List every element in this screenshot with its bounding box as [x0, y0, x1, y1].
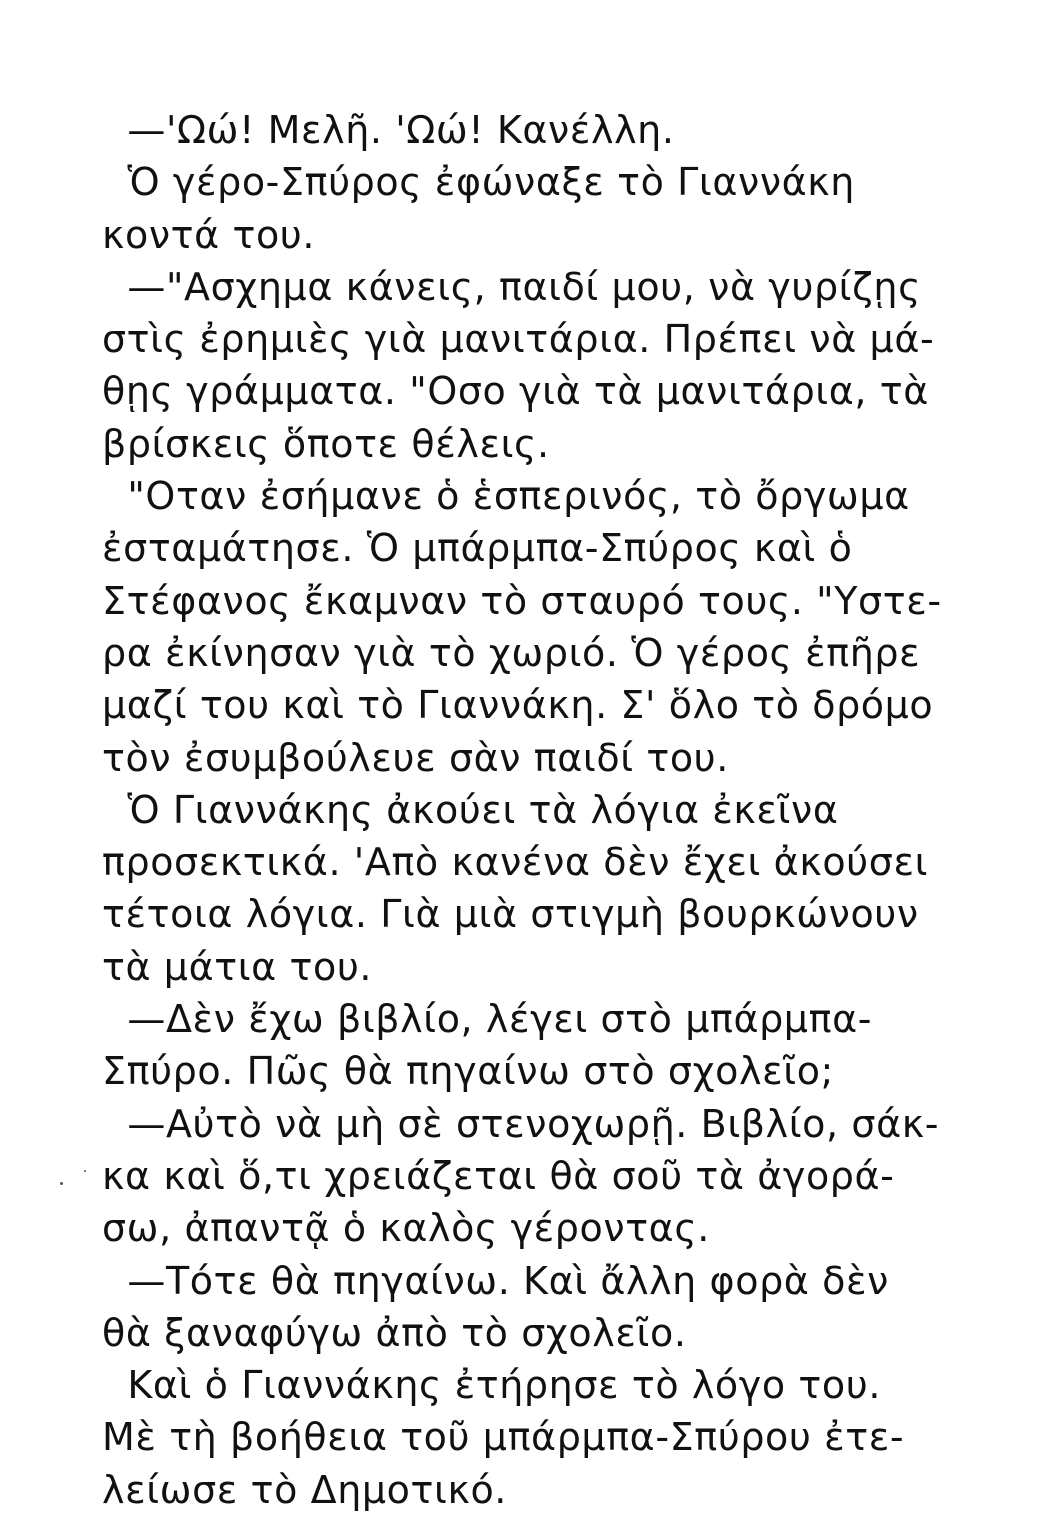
text-line: στὶς ἐρημιὲς γιὰ μανιτάρια. Πρέπει νὰ μά-	[102, 317, 935, 362]
text-line: σω, ἀπαντᾷ ὁ καλὸς γέροντας.	[102, 1206, 710, 1251]
text-line: προσεκτικά. 'Απὸ κανένα δὲν ἔχει ἀκούσει	[102, 840, 929, 885]
text-line: μαζί του καὶ τὸ Γιαννάκη. Σ' ὅλο τὸ δρόμο	[102, 683, 934, 728]
text-line: ἐσταμάτησε. Ὁ μπάρμπα-Σπύρος καὶ ὁ	[102, 526, 853, 571]
text-line: κοντά του.	[102, 212, 316, 257]
text-line: —'Ωώ! Μελῆ. 'Ωώ! Κανέλλη.	[102, 108, 675, 152]
text-line: τὸν ἐσυμβούλευε σὰν παιδί του.	[102, 735, 729, 780]
text-line: —"Ασχημα κάνεις, παιδί μου, νὰ γυρίζῃς	[102, 264, 921, 309]
text-line: Σπύρο. Πῶς θὰ πηγαίνω στὸ σχολεῖο;	[102, 1049, 834, 1094]
text-line: —Δὲν ἔχω βιβλίο, λέγει στὸ μπάρμπα-	[102, 997, 873, 1042]
text-line: τὰ μάτια του.	[102, 944, 373, 989]
text-line: Μὲ τὴ βοήθεια τοῦ μπάρμπα-Σπύρου ἐτε-	[102, 1415, 905, 1460]
print-speck	[60, 1182, 63, 1185]
text-line: "Οταν ἐσήμανε ὁ ἑσπερινός, τὸ ὄργωμα	[102, 474, 910, 519]
text-line: βρίσκεις ὅποτε θέλεις.	[102, 421, 550, 466]
text-line: Ὁ Γιαννάκης ἀκούει τὰ λόγια ἐκεῖνα	[102, 787, 839, 832]
text-line: —Τότε θὰ πηγαίνω. Καὶ ἄλλη φορὰ δὲν	[102, 1258, 889, 1303]
text-line: θὰ ξαναφύγω ἀπὸ τὸ σχολεῖο.	[102, 1310, 687, 1355]
story-text	[102, 104, 982, 1516]
print-speck	[84, 1170, 86, 1172]
text-line: θῃς γράμματα. "Οσο γιὰ τὰ μανιτάρια, τὰ	[102, 369, 929, 414]
text-line: κα καὶ ὅ,τι χρειάζεται θὰ σοῦ τὰ ἀγορά-	[102, 1153, 895, 1198]
text-line: ρα ἐκίνησαν γιὰ τὸ χωριό. Ὁ γέρος ἐπῆρε	[102, 630, 921, 675]
text-line: Ὁ γέρο-Σπύρος ἐφώναξε τὸ Γιαννάκη	[102, 160, 855, 205]
text-line: Καὶ ὁ Γιαννάκης ἐτήρησε τὸ λόγο του.	[102, 1363, 881, 1408]
text-line: τέτοια λόγια. Γιὰ μιὰ στιγμὴ βουρκώνουν	[102, 892, 919, 937]
text-line: Στέφανος ἔκαμναν τὸ σταυρό τους. "Υστε-	[102, 578, 942, 623]
text-line: —Αὐτὸ νὰ μὴ σὲ στενοχωρῇ. Βιβλίο, σάκ-	[102, 1101, 940, 1146]
text-line: λείωσε τὸ Δημοτικό.	[102, 1467, 507, 1512]
